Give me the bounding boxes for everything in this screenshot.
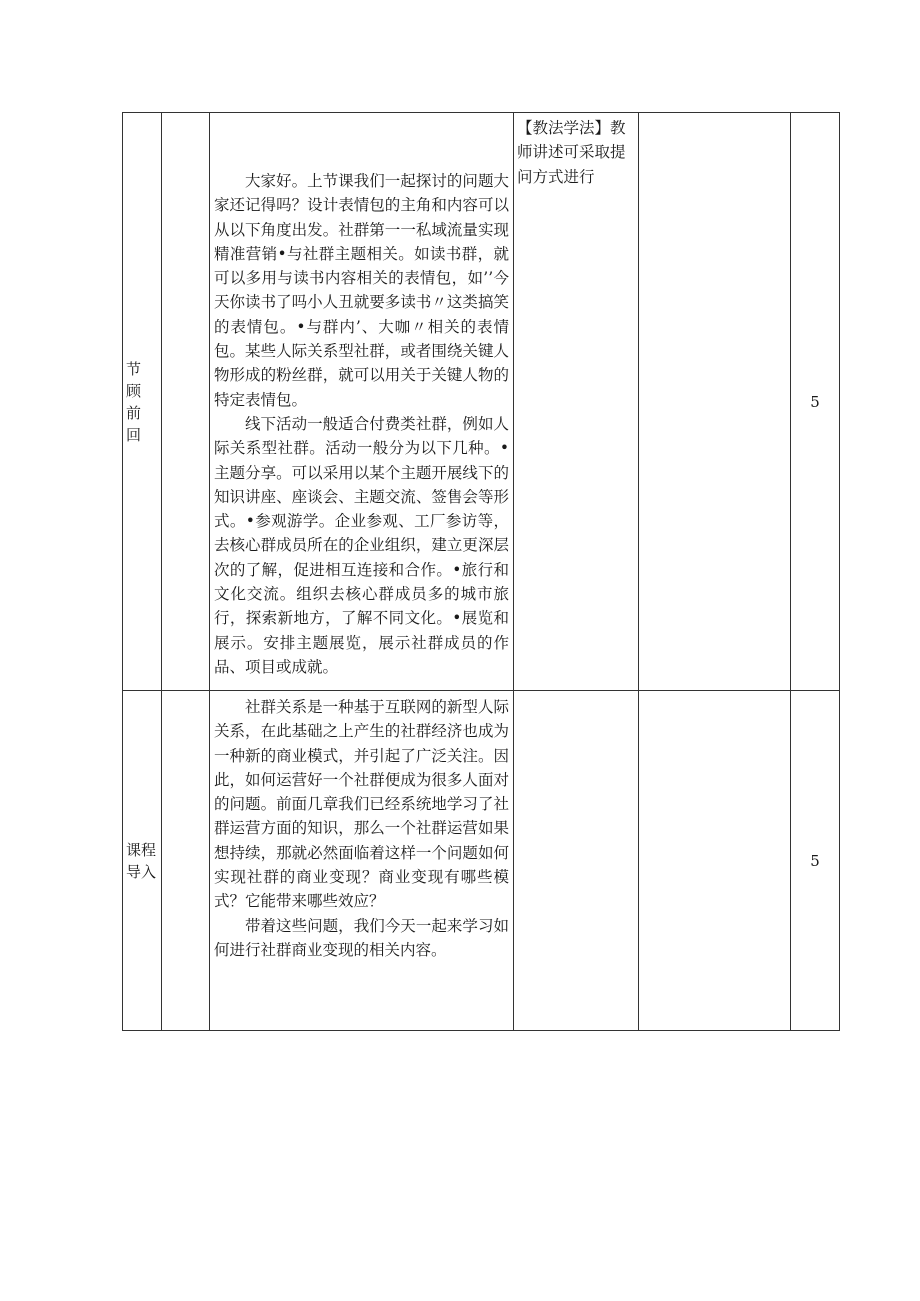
stage-char: 前 [126,403,142,422]
table-row-review [123,113,840,691]
minutes-cell: 5 [791,691,840,1031]
paragraph: 大家好。上节课我们一起探讨的问题大家还记得吗？设计表情包的主角和内容可以从以下角度出发。社群第一一私域流量实现精准营销•与社群主题相关。如读书群，就可以多用与读书内容相关的表情包，如’’今天你读书了吗小人丑就要多读书〃这类搞笑的表情包。•与群内’、大咖〃相关的表情包。某些人际关系型社群，或者围绕关键人物形成的粉丝群，就可以用关于关键人物的特定表情包。 [214,172,509,409]
table-row-intro [123,691,840,1031]
teaching-method-cell: 【教法学法】教师讲述可采取提问方式进行 [514,113,639,691]
stage-char: 回 [126,425,142,444]
lesson-plan-table [122,112,840,1031]
paragraph: 带着这些问题，我们今天一起来学习如何进行社群商业变现的相关内容。 [214,916,509,959]
stage-text: 导入 [126,862,157,881]
empty-cell [639,691,791,1031]
paragraph: 线下活动一般适合付费类社群，例如人际关系型社群。活动一般分为以下几种。•主题分享。可以采用以某个主题开展线下的知识讲座、座谈会、主题交流、签售会等形式。•参观游学。企业参观、工厂参访等，去核心群成员所在的企业组织，建立更深层次的了解，促进相互连接和合作。•旅行和文化交流。组织去核心群成员多的城市旅行，探索新地方，了解不同文化。•展览和展示。安排主题展览，展示社群成员的作品、项目或成就。 [214,414,509,676]
empty-cell [639,113,791,691]
teaching-method-cell [514,691,639,1031]
stage-char: 节 [126,359,142,378]
minutes-cell: 5 [791,113,840,691]
stage-label-review [123,113,162,691]
empty-cell [162,691,210,1031]
content-cell-intro [210,691,514,1031]
empty-cell [162,113,210,691]
paragraph: 社群关系是一种基于互联网的新型人际关系，在此基础之上产生的社群经济也成为一种新的商业模式，并引起了广泛关注。因此，如何运营好一个社群便成为很多人面对的问题。前面几章我们已经系统地学习了社群运营方面的知识，那么一个社群运营如果想持续，那就必然面临着这样一个问题如何实现社群的商业变现？商业变现有哪些模式？它能带来哪些效应？ [214,698,509,911]
content-cell-review [210,113,514,691]
stage-text: 课程 [126,840,157,859]
stage-char: 顾 [126,381,142,400]
stage-label-intro [123,691,162,1031]
